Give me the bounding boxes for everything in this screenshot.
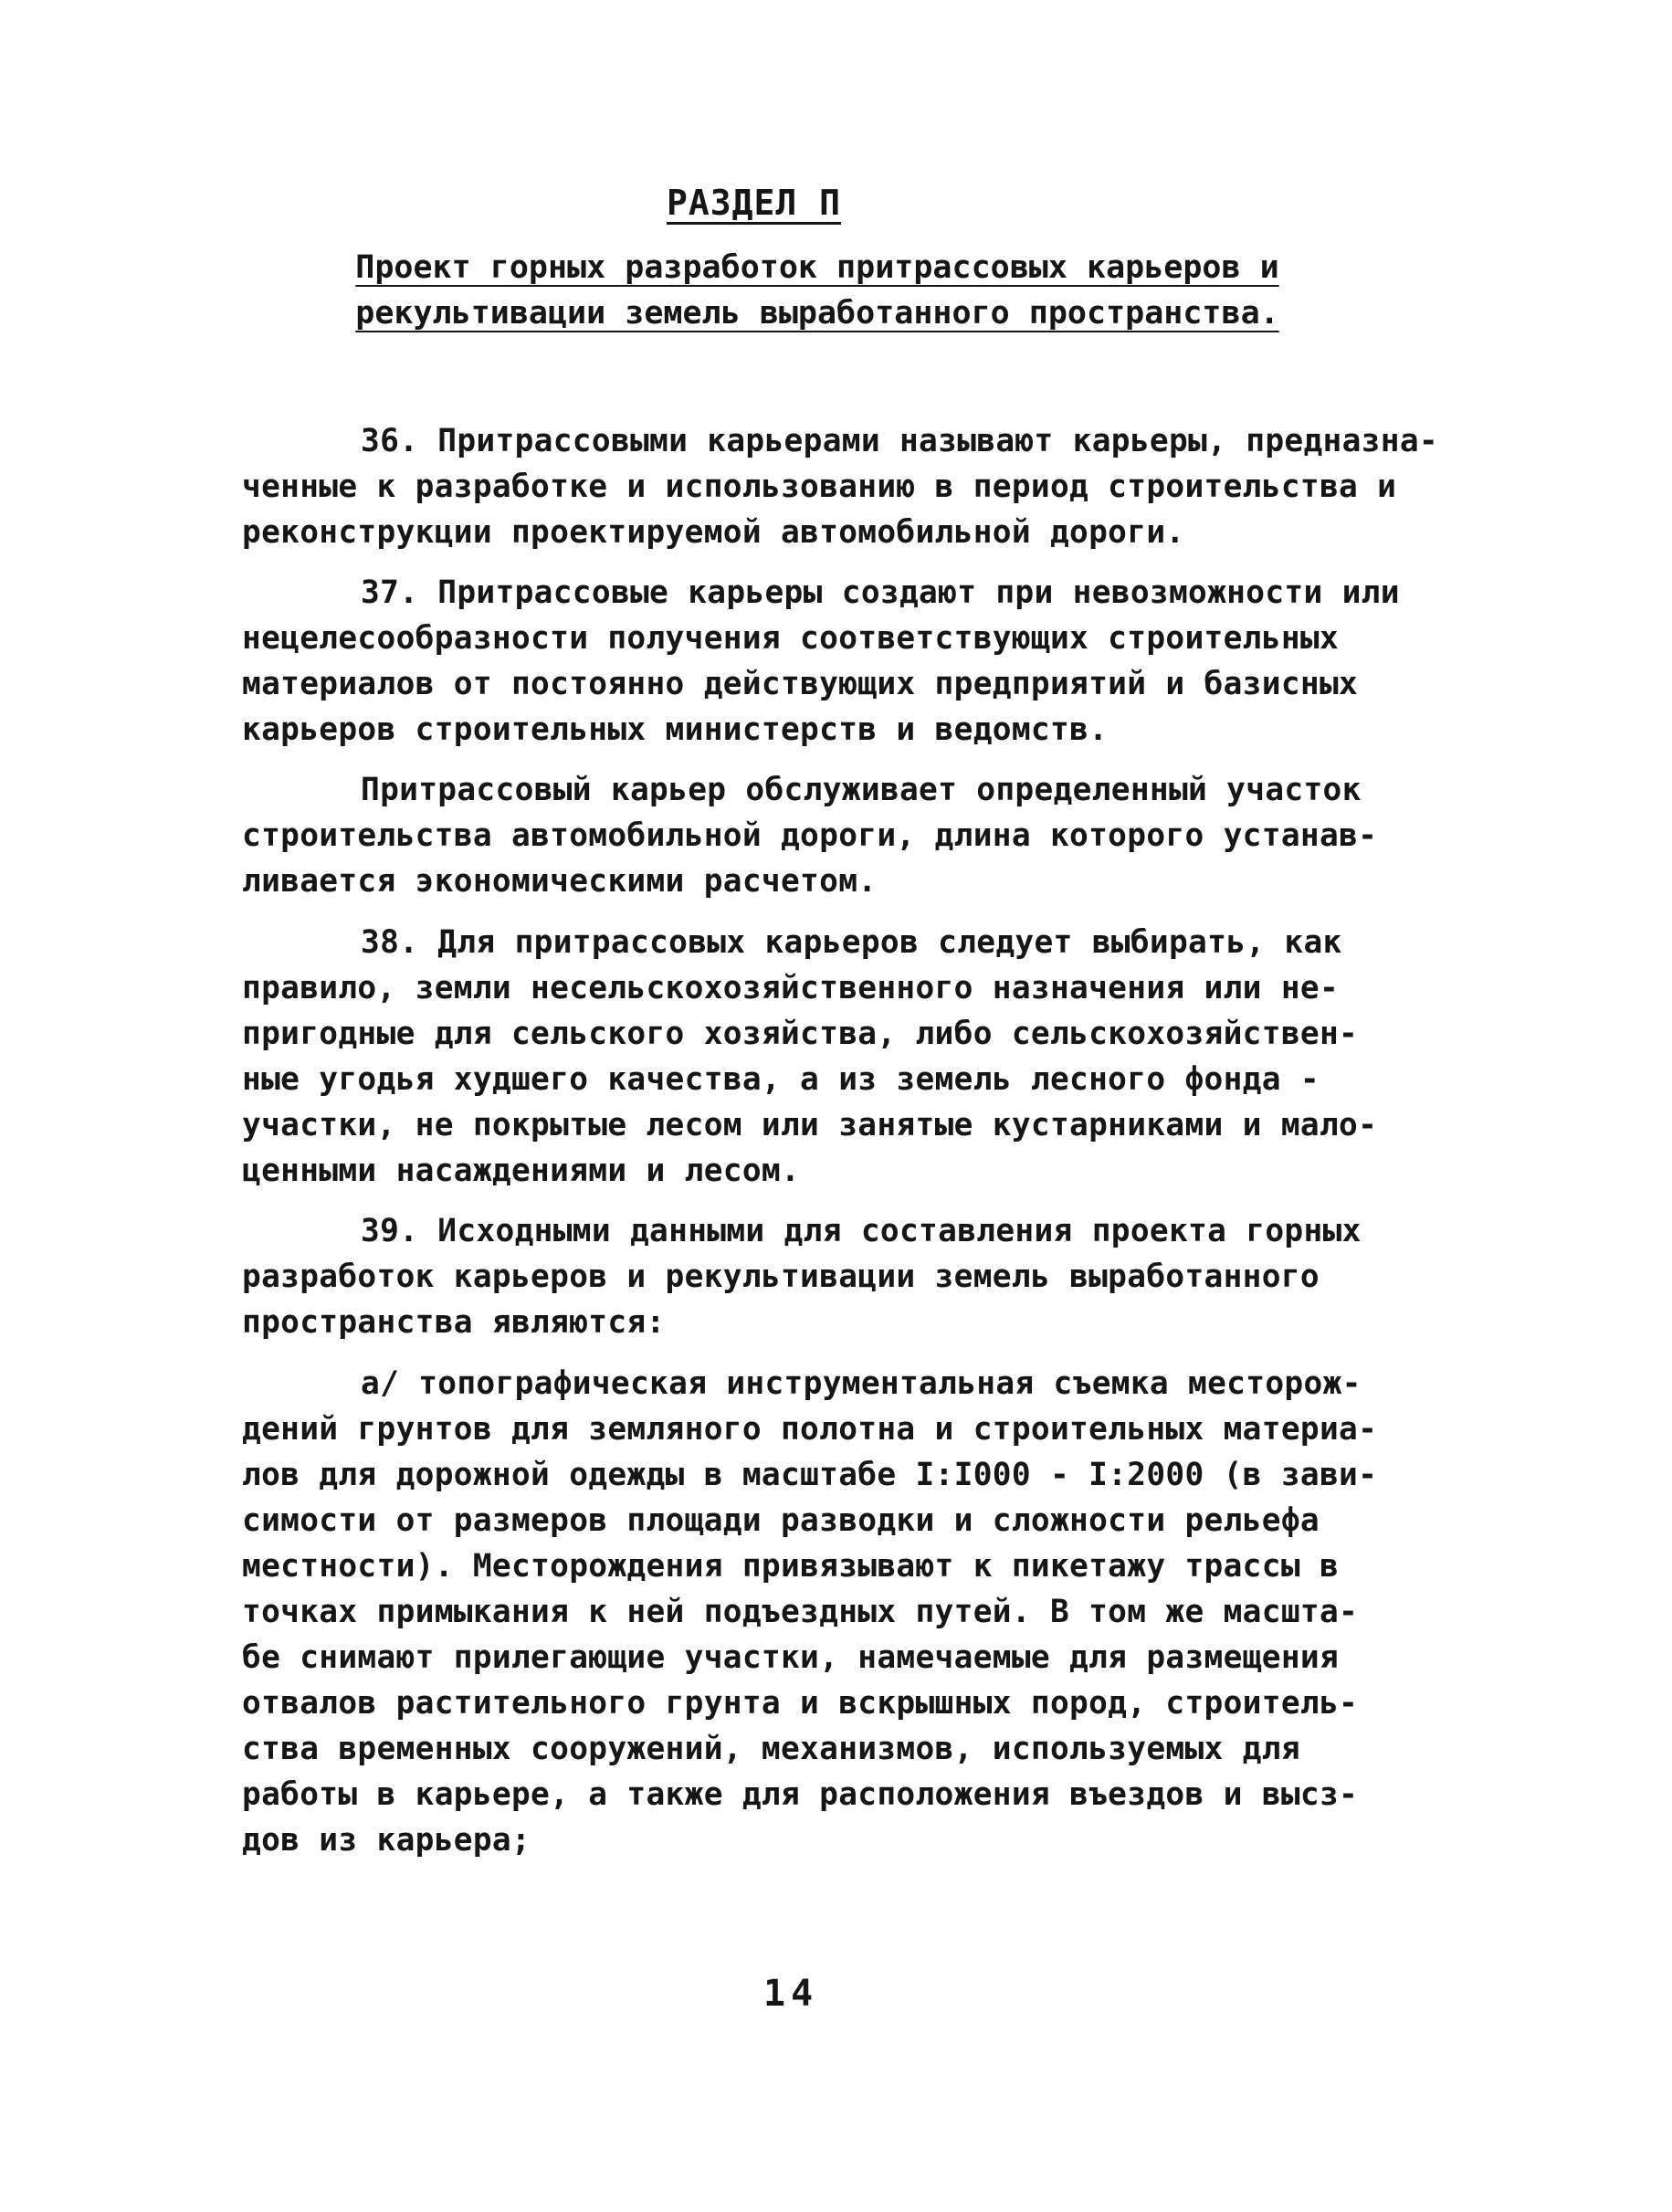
text-line: местности). Месторождения привязывают к пикетажу трассы в bbox=[242, 1548, 1340, 1585]
paragraph-37 bbox=[242, 570, 1425, 753]
text-line: нецелесообразности получения соответствующих строительных bbox=[242, 620, 1340, 657]
text-line: разработок карьеров и рекультивации земель выработанного bbox=[242, 1259, 1320, 1295]
text-line: а/ топографическая инструментальная съемка месторож- bbox=[361, 1365, 1362, 1402]
text-line: 38. Для притрассовых карьеров следует выбирать, как bbox=[361, 924, 1342, 961]
text-line: 37. Притрассовые карьеры создают при невозможности или bbox=[361, 574, 1400, 611]
subtitle-line: Проект горных разработок притрассовых карьеров и bbox=[355, 249, 1279, 286]
text-line: ценными насаждениями и лесом. bbox=[242, 1153, 801, 1189]
text-line: работы в карьере, а также для расположения въездов и высз- bbox=[242, 1776, 1359, 1813]
paragraph-36 bbox=[242, 418, 1438, 555]
text-line: карьеров строительных министерств и ведомств. bbox=[242, 711, 1109, 748]
text-line: строительства автомобильной дороги, длина которого устанав- bbox=[242, 817, 1378, 854]
paragraph-37-continuation bbox=[242, 767, 1425, 904]
text-line: ливается экономическими расчетом. bbox=[242, 863, 878, 900]
text-line: точках примыкания к ней подъездных путей. В том же масшта- bbox=[242, 1594, 1359, 1630]
text-line: дений грунтов для земляного полотна и строительных материа- bbox=[242, 1411, 1378, 1448]
text-line: реконструкции проектируемой автомобильной дороги. bbox=[242, 514, 1185, 551]
text-line: ства временных сооружений, механизмов, используемых для bbox=[242, 1731, 1300, 1767]
text-line: лов для дорожной одежды в масштабе I:I000 - I:2000 (в зави- bbox=[242, 1457, 1378, 1493]
text-line: ченные к разработке и использованию в период строительства и bbox=[242, 469, 1397, 505]
text-line: Притрассовый карьер обслуживает определенный участок bbox=[361, 772, 1362, 808]
section-title: РАЗДЕЛ П bbox=[667, 183, 842, 223]
text-line: материалов от постоянно действующих предприятий и базисных bbox=[242, 666, 1359, 702]
subtitle-line: рекультивации земель выработанного пространства. bbox=[355, 295, 1279, 332]
text-line: симости от размеров площади разводки и сложности рельефа bbox=[242, 1502, 1320, 1539]
text-line: участки, не покрытые лесом или занятые кустарниками и мало- bbox=[242, 1107, 1378, 1143]
text-line: пространства являются: bbox=[242, 1304, 666, 1341]
text-line: дов из карьера; bbox=[242, 1822, 531, 1859]
paragraph-39 bbox=[242, 1208, 1425, 1345]
item-a bbox=[242, 1361, 1425, 1863]
text-line: ные угодья худшего качества, а из земель лесного фонда - bbox=[242, 1061, 1320, 1098]
text-line: правило, земли несельскохозяйственного назначения или не- bbox=[242, 970, 1340, 1006]
document-subtitle bbox=[338, 245, 1297, 336]
paragraph-38 bbox=[242, 920, 1425, 1194]
page-number: 14 bbox=[763, 1973, 819, 2015]
text-line: 36. Притрассовыми карьерами называют карьеры, предназна- bbox=[361, 423, 1438, 459]
text-line: бе снимают прилегающие участки, намечаемые для размещения bbox=[242, 1639, 1340, 1676]
text-line: 39. Исходными данными для составления проекта горных bbox=[361, 1213, 1362, 1249]
text-line: отвалов растительного грунта и вскрышных пород, строитель- bbox=[242, 1685, 1359, 1722]
text-line: пригодные для сельского хозяйства, либо сельскохозяйствен- bbox=[242, 1016, 1359, 1052]
